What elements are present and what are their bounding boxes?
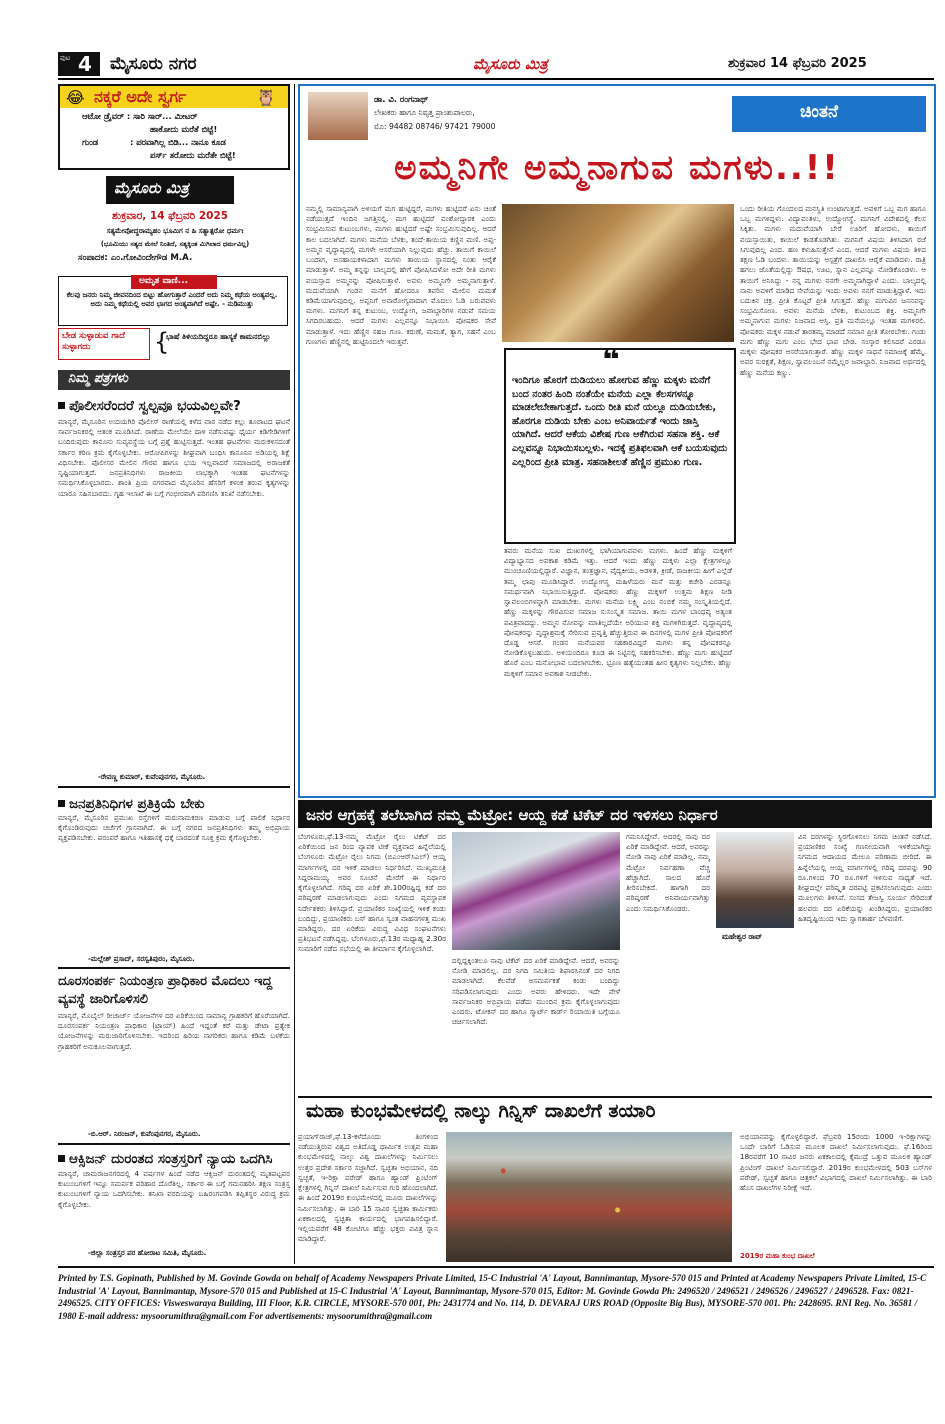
letter-1-title: ಪೊಲೀಸರೆಂದರೆ ಸ್ವಲ್ಪವೂ ಭಯವಿಲ್ಲವೇ?	[58, 395, 290, 415]
page-label: ಪುಟ	[60, 54, 71, 62]
joke-line-2: ಹಾಕೋದು ಮರೆತೆ ಬಿಟ್ಟೆ!	[150, 124, 218, 134]
kumbh-photo-caption: 2019ರ ಮಹಾ ಕುಂಭ ದಾಖಲೆ	[740, 1252, 815, 1260]
divider	[58, 1143, 290, 1145]
amrutha-vani-title: ಅಮೃತ ವಾಣಿ...	[139, 276, 189, 286]
metro-body-mid-2: ಗಮನಿಸಿದ್ದೇವೆ. ಅದರಲ್ಲಿ ನಾವು ದರ ಏರಿಕೆ ಮಾಡಿದ್ದೇವೆ. ಆದರೆ, ಅವರನ್ನು ನೋಡಿ ನಾವು ಏರಿಕೆ ಮಾಡಿಲ್ಲ. ನಮ್ಮ ಮೆಟ್ರೋ ನಿರ್ವಹಣಾ ವೆಚ್ಚ ಹೆಚ್ಚಾಗಿದೆ. ಸಾಲದ ಹೊರೆ ತೀರಿಸಬೇಕಿದೆ. ಹಾಗಾಗಿ ದರ ಪರಿಷ್ಕರಣೆ ಅನಿವಾರ್ಯವಾಗಿತ್ತು ಎಂದು ಸಮರ್ಥಿಸಿಕೊಂಡರು.	[626, 832, 710, 913]
divider	[58, 786, 290, 788]
masthead-editor: ಸಂಪಾದಕ: ಎಂ.ಗೋವಿಂದೇಗೌಡ M.A.	[78, 253, 193, 263]
page-header	[58, 52, 934, 80]
metro-article	[298, 832, 932, 1094]
footer-rule	[58, 1266, 934, 1268]
cartoon-icon: 🦉	[256, 88, 276, 107]
masthead-box-date: ಶುಕ್ರವಾರ, 14 ಫೆಬ್ರವರಿ 2025	[112, 210, 229, 222]
column-rule	[294, 84, 295, 1264]
mother-daughter-illustration	[502, 204, 734, 342]
laughing-face-icon: 😂	[66, 88, 85, 107]
letter-2-body: ಮಾನ್ಯರೆ, ಮೈಸೂರಿನ ಪ್ರಮುಖ ರಸ್ತೆಗಳಿಗೆ ಮರುನಾಮಕರಣ ಮಾಡುವ ಬಗ್ಗೆ ಪಾಲಿಕೆ ನಿರ್ಧಾರ ಕೈಗೊಂಡಿರುವುದು ಚರ್ಚೆಗೆ ಗ್ರಾಸವಾಗಿದೆ. ಈ ಬಗ್ಗೆ ನಗರದ ಜನಪ್ರತಿನಿಧಿಗಳು ತಮ್ಮ ಅಭಿಪ್ರಾಯ ವ್ಯಕ್ತಪಡಿಸಬೇಕು. ಪರಂಪರೆ ಹಾಗೂ ಇತಿಹಾಸಕ್ಕೆ ಧಕ್ಕೆ ಬಾರದಂತೆ ಸೂಕ್ತ ಕ್ರಮ ಕೈಗೊಳ್ಳಬೇಕು.	[58, 813, 290, 843]
chintane-article	[298, 84, 936, 798]
ad-strip-left: ಬೇಡ ಸುಳ್ಳಾಡುವ ಗಾದೆ ಸುಳ್ಳಾಗದು	[62, 331, 125, 353]
bullet-square-icon	[58, 402, 65, 409]
letter-4-body: ಮಾನ್ಯರೆ, ಚಾಮರಾಜನಗರದಲ್ಲಿ 4 ವರ್ಷಗಳ ಹಿಂದೆ ನಡೆದ ಆಕ್ಸಿಜನ್ ದುರಂತದಲ್ಲಿ ಮೃತಪಟ್ಟವರ ಕುಟುಂಬಗಳಿಗೆ ಇನ್ನೂ ಸಮರ್ಪಕ ಪರಿಹಾರ ದೊರೆತಿಲ್ಲ. ಸರ್ಕಾರ ಈ ಬಗ್ಗೆ ಗಮನಹರಿಸಿ ತಕ್ಷಣ ಸಂತ್ರಸ್ತ ಕುಟುಂಬಗಳಿಗೆ ನ್ಯಾಯ ಒದಗಿಸಬೇಕು. ತನಿಖಾ ವರದಿಯನ್ನು ಬಹಿರಂಗಪಡಿಸಿ ತಪ್ಪಿತಸ್ಥರ ವಿರುದ್ಧ ಕ್ರಮ ಕೈಗೊಳ್ಳಬೇಕು.	[58, 1169, 290, 1209]
amrutha-vani-text: ಕೆಲವು ಜನರು ನಿಮ್ಮ ಜೀವನದಿಂದ ಬಿಟ್ಟು ಹೋಗುತ್ತಾರೆ ಎಂದರೆ ಅದು ನಿಮ್ಮ ಕಥೆಯ ಅಂತ್ಯವಲ್ಲ. ಅದು ನಿಮ್ಮ ಕಥೆಯಲ್ಲಿ ಅವರ ಭಾಗದ ಅಂತ್ಯವಾಗಿದೆ ಅಷ್ಟೇ. - ನುಡಿಮುತ್ತು	[66, 291, 278, 309]
joke-line-1: ಆಟೋ ಡ್ರೈವರ್ : ಸಾರಿ ಸಾರ್... ಮೀಟರ್	[82, 111, 198, 121]
page-number: 4	[78, 52, 92, 76]
pull-quote: ಇಂದಿಗೂ ಹೊರಗೆ ದುಡಿಯಲು ಹೋಗುವ ಹೆಣ್ಣು ಮಕ್ಕಳು ಮನೆಗೆ ಬಂದ ನಂತರ ಹಿಂದಿ ನಂತೆಯೇ ಮನೆಯ ಎಲ್ಲಾ ಕೆಲಸಗಳನ್ನೂ ಮಾಡಲೇಬೇಕಾಗುತ್ತದೆ. ಒಂದು ರೀತಿ ಮನೆ ಯಲ್ಲೂ ದುಡಿಯಬೇಕು, ಹೊರಗೂ ದುಡಿಯ ಬೇಕು ಎಂಬ ಅನಿವಾರ್ಯತೆ ಇಂದು ಜಾಸ್ತಿ ಯಾಗಿದೆ. ಆದರೆ ಆಕೆಯ ವಿಶೇಷ ಗುಣ ಆಕೆಗಿರುವ ಸಹನಾ ಶಕ್ತಿ. ಆಕೆ ಎಲ್ಲವನ್ನೂ ನಿಭಾಯಿಸಬಲ್ಲಳು. ಇದಕ್ಕೆ ಪ್ರತಿಫಲವಾಗಿ ಆಕೆ ಬಯಸುವುದು ಎಲ್ಲರಿಂದ ಪ್ರೀತಿ ಮಾತ್ರ. ಸಹನಾಶೀಲತೆ ಹೆಣ್ಣಿನ ಪ್ರಮುಖ ಗುಣ.	[512, 375, 728, 468]
chintane-title: ಅಮ್ಮನಿಗೇ ಅಮ್ಮನಾಗುವ ಮಗಳು..!!	[394, 148, 840, 188]
chintane-body-right: ಒಂದು ರೀತಿಯ ಗೊಂದಲದ ಮನಸ್ಥಿತಿ ಉಂಟಾಗುತ್ತದೆ. ಅವಳಿಗೆ ಒಬ್ಬ ಮಗ ಹಾಗೂ ಒಬ್ಬ ಮಗಳಿದ್ದಳು. ವಿದ್ಯಾವಂತಳು, ಉದ್ಯೋಗಸ್ಥೆ. ಮಗನಿಗೆ ವಿದೇಶದಲ್ಲಿ ಕೆಲಸ ಸಿಕ್ಕಿತು. ಮಗಳು ಮದುವೆಯಾಗಿ ಬೇರೆ ಊರಿಗೆ ಹೋದಳು. ತಾಯಿಗೆ ವಯಸ್ಸಾಯಿತು, ಕಾಯಿಲೆ ಕಾಡತೊಡಗಿತು. ಮಗನಿಗೆ ವಿಷಯ ತಿಳಿಸಿದಾಗ ರಜೆ ಸಿಗುವುದಿಲ್ಲ ಎಂದ. ಹಣ ಕಳುಹಿಸುತ್ತೇನೆ ಎಂದ. ಆದರೆ ಮಗಳು ವಿಷಯ ತಿಳಿದ ತಕ್ಷಣ ಓಡಿ ಬಂದಳು. ತಾಯಿಯನ್ನು ಆಸ್ಪತ್ರೆಗೆ ದಾಖಲಿಸಿ ಆರೈಕೆ ಮಾಡಿದಳು. ರಾತ್ರಿ ಹಗಲು ಜೊತೆಯಲ್ಲಿದ್ದು ಔಷಧ, ಊಟ, ಸ್ನಾನ ಎಲ್ಲವನ್ನೂ ನೋಡಿಕೊಂಡಳು. ಆ ತಾಯಿಗೆ ಅನಿಸಿದ್ದು - ನನ್ನ ಮಗಳು ನನಗೇ ಅಮ್ಮನಾಗಿದ್ದಾಳೆ ಎಂದು. ಬಾಲ್ಯದಲ್ಲಿ ನಾನು ಅವಳಿಗೆ ಮಾಡಿದ ಸೇವೆಯನ್ನು ಇಂದು ಅವಳು ನನಗೆ ಮಾಡುತ್ತಿದ್ದಾಳೆ. ಇದು ಬದುಕಿನ ಚಕ್ರ. ಪ್ರೀತಿ ಕೊಟ್ಟರೆ ಪ್ರೀತಿ ಸಿಗುತ್ತದೆ. ಹೆಣ್ಣು ಮಗುವಿನ ಜನನವನ್ನು ಸಂಭ್ರಮಿಸೋಣ. ಅವಳು ಮನೆಯ ಬೆಳಕು, ಕುಟುಂಬದ ಶಕ್ತಿ. ಅಮ್ಮನಿಗೇ ಅಮ್ಮನಾಗುವ ಮಗಳು ನಿಜವಾದ ಆಸ್ತಿ. ಪ್ರತಿ ಮನೆಯಲ್ಲೂ ಇಂತಹ ಮಗಳಿರಲಿ. ಪೋಷಕರು ಮಕ್ಕಳ ನಡುವೆ ತಾರತಮ್ಯ ಮಾಡದೆ ಸಮಾನ ಪ್ರೀತಿ ತೋರಬೇಕು. ಗಂಡು ಮಗು ಹೆಣ್ಣು ಮಗು ಎಂಬ ಭೇದ ಭಾವ ಬೇಡ. ಸಂಸ್ಕಾರ ಕಲಿಸಿದರೆ ಎರಡೂ ಮಕ್ಕಳು ಪೋಷಕರ ಆಸರೆಯಾಗುತ್ತಾರೆ. ಹೆಣ್ಣು ಮಕ್ಕಳ ಸಾಧನೆ ಸಮಾಜಕ್ಕೆ ಹೆಮ್ಮೆ. ಅವರ ಸುರಕ್ಷತೆ, ಶಿಕ್ಷಣ, ಸ್ವಾವಲಂಬನೆ ನಮ್ಮೆಲ್ಲರ ಜವಾಬ್ದಾರಿ. ನಿಜವಾದ ಅರ್ಥದಲ್ಲಿ ಹೆಣ್ಣು ಮನೆಯ ಕಣ್ಣು.	[740, 204, 926, 377]
metro-title: ಜನರ ಆಗ್ರಹಕ್ಕೆ ತಲೆಬಾಗಿದ ನಮ್ಮ ಮೆಟ್ರೋ: ಆಯ್ದ ಕಡೆ ಟಿಕೆಟ್ ದರ ಇಳಿಸಲು ನಿರ್ಧಾರ	[306, 806, 718, 824]
kumbh-body-right: ಅಭಿಯಾನವನ್ನು ಕೈಗೊಳ್ಳಲಿದ್ದಾರೆ. ಫೆಬ್ರವರಿ 15ರಂದು 1000 ಇ-ರಿಕ್ಷಾಗಳನ್ನು ಒಂದೇ ಬಾರಿಗೆ ಓಡಿಸುವ ಮೂಲಕ ದಾಖಲೆ ನಿರ್ಮಿಸಲಾಗುವುದು. ಫೆ.16ರಿಂದ 18ರವರೆಗೆ 10 ಸಾವಿರ ಜನರು ಏಕಕಾಲದಲ್ಲಿ ಕೈಮುದ್ರೆ ಒತ್ತುವ ಮೂಲಕ ಹ್ಯಾಂಡ್ ಪ್ರಿಂಟಿಂಗ್ ದಾಖಲೆ ನಿರ್ಮಿಸಲಿದ್ದಾರೆ. 2019ರ ಕುಂಭಮೇಳದಲ್ಲಿ 503 ಬಸ್‌ಗಳ ಪರೇಡ್, ಸ್ವಚ್ಛತೆ ಹಾಗೂ ಚಿತ್ರಕಲೆ ವಿಭಾಗದಲ್ಲಿ ದಾಖಲೆ ನಿರ್ಮಿಸಲಾಗಿತ್ತು. ಈ ಬಾರಿ ಹೊಸ ದಾಖಲೆಗಳ ನಿರೀಕ್ಷೆ ಇದೆ.	[740, 1132, 932, 1193]
bullet-square-icon	[58, 1155, 65, 1162]
joke-line-3b: : ಪರವಾಗಿಲ್ಲ ಬಿಡಿ... ನಾನೂ ಕೂಡ	[130, 137, 226, 147]
footer-imprint: Printed by T.S. Gopinath, Published by M. Govinde Gowda on behalf of Academy Newspapers Private Limited, 15-C Industrial 'A' Layout, Bannimantap, Mysore-570 015 and Printed at Academy Newspapers Private Limited, 15-C Industrial 'A' Layout, Bannimantap, Mysore-570 015 and Published at 15-C Industrial 'A' Layout, Bannimantap, Mysore-570 015, Editor: M. Govinde Gowda Ph: 2496520 / 2496521 / 2496526 / 2496527 / 2496528. Fax: 0821-2496525. CITY OFFICES: Visweswaraya Building, III Floor, K.R. CIRCLE, MYSORE-570 001, Ph: 2431774 and No. 114, D. DEVARAJ URS ROAD (Opposite Big Bus), MYSORE-570 001. Ph: 2428695. RNI Reg. No. 36581 / 1980 E-mail address: mysoorumithra@gmail.com For advertisements: mysoorumithra@gmail.com	[58, 1273, 927, 1322]
divider	[298, 1096, 932, 1098]
metro-body-left: ಬೆಂಗಳೂರು,ಫೆ.13-ನಮ್ಮ ಮೆಟ್ರೋ ರೈಲು ಟಿಕೆಟ್ ದರ ಏರಿಕೆಯಿಂದ ಜನ ರಿಂದ ವ್ಯಾಪಕ ಟೀಕೆ ವ್ಯಕ್ತವಾದ ಹಿನ್ನೆಲೆಯಲ್ಲಿ ಬೆಂಗಳೂರು ಮೆಟ್ರೋ ರೈಲು ನಿಗಮ (ಬಿಎಂಆರ್‌ಸಿಎಲ್) ಆಯ್ದ ಮಾರ್ಗಗಳಲ್ಲಿ ದರ ಇಳಿಕೆ ಮಾಡಲು ನಿರ್ಧರಿಸಿದೆ. ಮುಖ್ಯಮಂತ್ರಿ ಸಿದ್ದರಾಮಯ್ಯ ಅವರ ಸೂಚನೆ ಮೇರೆಗೆ ಈ ನಿರ್ಧಾರ ಕೈಗೊಳ್ಳಲಾಗಿದೆ. ಗರಿಷ್ಠ ದರ ಏರಿಕೆ ಶೇ.100ರಷ್ಟಿದ್ದ ಕಡೆ ದರ ಪರಿಷ್ಕರಣೆ ಮಾಡಲಾಗುವುದು ಎಂದು ನಿಗಮದ ವ್ಯವಸ್ಥಾಪಕ ನಿರ್ದೇಶಕರು ತಿಳಿಸಿದ್ದಾರೆ. ಪ್ರಯಾಣಿಕರ ಸಂಖ್ಯೆಯಲ್ಲಿ ಇಳಿಕೆ ಕಂಡು ಬಂದಿದ್ದು, ಪ್ರಯಾಣಿಕರು ಬಸ್ ಹಾಗೂ ಸ್ವಂತ ವಾಹನಗಳತ್ತ ಮುಖ ಮಾಡಿದ್ದರು. ದರ ಏರಿಕೆಯ ವಿರುದ್ಧ ವಿವಿಧ ಸಂಘಟನೆಗಳು ಪ್ರತಿಭಟನೆ ನಡೆಸಿದ್ದವು. ಬೆಂಗಳೂರು,ಫೆ.13ರ ಮಧ್ಯಾಹ್ನ 2.30ರ ಸುಮಾರಿಗೆ ನಡೆದ ಸಭೆಯಲ್ಲಿ ಈ ತೀರ್ಮಾನ ಕೈಗೊಳ್ಳಲಾಗಿದೆ.	[298, 832, 446, 954]
chintane-body-mid: ತವರು ಮನೆಯ ಸುಖ ದುಃಖಗಳಲ್ಲಿ ಭಾಗಿಯಾಗುವವಳು ಮಗಳು. ಹಿಂದೆ ಹೆಣ್ಣು ಮಕ್ಕಳಿಗೆ ವಿದ್ಯಾಭ್ಯಾಸದ ಅವಕಾಶ ಕಡಿಮೆ ಇತ್ತು. ಆದರೆ ಇಂದು ಹೆಣ್ಣು ಮಕ್ಕಳು ಎಲ್ಲಾ ಕ್ಷೇತ್ರಗಳಲ್ಲೂ ಮುಂಚೂಣಿಯಲ್ಲಿದ್ದಾರೆ. ವಿಜ್ಞಾನ, ತಂತ್ರಜ್ಞಾನ, ವೈದ್ಯಕೀಯ, ಆಡಳಿತ, ಕ್ರೀಡೆ, ರಾಜಕೀಯ ಹೀಗೆ ಎಲ್ಲೆಡೆ ತಮ್ಮ ಛಾಪು ಮೂಡಿಸಿದ್ದಾರೆ. ಉದ್ಯೋಗಸ್ಥ ಮಹಿಳೆಯರು ಮನೆ ಮತ್ತು ಕಚೇರಿ ಎರಡನ್ನೂ ಸಮರ್ಥವಾಗಿ ನಿಭಾಯಿಸುತ್ತಿದ್ದಾರೆ. ಪೋಷಕರು ಹೆಣ್ಣು ಮಕ್ಕಳಿಗೆ ಉತ್ತಮ ಶಿಕ್ಷಣ ನೀಡಿ ಸ್ವಾವಲಂಬಿಗಳನ್ನಾಗಿ ಮಾಡಬೇಕು. ಮಗಳು ಮನೆಯ ಲಕ್ಷ್ಮಿ ಎಂಬ ನಂಬಿಕೆ ನಮ್ಮ ಸಂಸ್ಕೃತಿಯಲ್ಲಿದೆ. ಹೆಣ್ಣು ಮಕ್ಕಳನ್ನು ಗೌರವಿಸುವ ಸಮಾಜ ಸುಸಂಸ್ಕೃತ ಸಮಾಜ. ತಾಯಿ ಮಗಳ ಬಾಂಧವ್ಯ ಅತ್ಯಂತ ಪವಿತ್ರವಾದದ್ದು. ಅಮ್ಮನ ನೋವನ್ನು ಮಾತಿಲ್ಲದೆಯೇ ಅರಿಯುವ ಶಕ್ತಿ ಮಗಳಿಗಿರುತ್ತದೆ. ವೃದ್ಧಾಪ್ಯದಲ್ಲಿ ಪೋಷಕರನ್ನು ವೃದ್ಧಾಶ್ರಮಕ್ಕೆ ಸೇರಿಸುವ ಪ್ರವೃತ್ತಿ ಹೆಚ್ಚುತ್ತಿರುವ ಈ ದಿನಗಳಲ್ಲಿ ಮಗಳ ಪ್ರೀತಿ ಪೋಷಕರಿಗೆ ದೊಡ್ಡ ಆಸರೆ. ಗಂಡನ ಮನೆಯವರ ಸಹಕಾರವಿದ್ದರೆ ಮಗಳು ತನ್ನ ಪೋಷಕರನ್ನೂ ನೋಡಿಕೊಳ್ಳಬಹುದು. ಅಳಿಯಂದಿರೂ ಕೂಡ ಈ ನಿಟ್ಟಿನಲ್ಲಿ ಸಹಕರಿಸಬೇಕು. ಹೆಣ್ಣು ಮಗು ಹುಟ್ಟಿದರೆ ಹೊರೆ ಎಂಬ ಮನೋಭಾವ ಬದಲಾಗಬೇಕು. ಭ್ರೂಣ ಹತ್ಯೆಯಂತಹ ಹೀನ ಕೃತ್ಯಗಳು ನಿಲ್ಲಬೇಕು. ಹೆಣ್ಣು ಮಕ್ಕಳಿಗೆ ಸಮಾನ ಅವಕಾಶ ನೀಡಬೇಕು.	[504, 546, 732, 678]
masthead-motto-2: (ಭೂಮಿಯು ಸತ್ಯದ ಮೇಲೆ ನಿಂತಿದೆ, ಸತ್ಯಕ್ಕಿಂತ ಮಿಗಿಲಾದ ಧರ್ಮವಿಲ್ಲ)	[100, 240, 250, 248]
kumbh-body-left: ಪ್ರಯಾಗ್‌ರಾಜ್,ಫೆ.13-ಕಳೆದೊಂದು ತಿಂಗಳಿಂದ ನಡೆಯುತ್ತಿರುವ ವಿಶ್ವದ ಅತಿದೊಡ್ಡ ಧಾರ್ಮಿಕ ಉತ್ಸವ ಮಹಾ ಕುಂಭಮೇಳದಲ್ಲಿ ನಾಲ್ಕು ವಿಶ್ವ ದಾಖಲೆಗಳನ್ನು ನಿರ್ಮಿಸಲು ಉತ್ತರ ಪ್ರದೇಶ ಸರ್ಕಾರ ಸಜ್ಜಾಗಿದೆ. ಸ್ವಚ್ಛತಾ ಅಭಿಯಾನ, ನದಿ ಸ್ವಚ್ಛತೆ, ಇ-ರಿಕ್ಷಾ ಪರೇಡ್ ಹಾಗೂ ಹ್ಯಾಂಡ್ ಪ್ರಿಂಟಿಂಗ್ ಕ್ಷೇತ್ರಗಳಲ್ಲಿ ಗಿನ್ನಿಸ್ ದಾಖಲೆ ನಿರ್ಮಿಸುವ ಗುರಿ ಹೊಂದಲಾಗಿದೆ. ಈ ಹಿಂದೆ 2019ರ ಕುಂಭಮೇಳದಲ್ಲಿ ಮೂರು ದಾಖಲೆಗಳನ್ನು ನಿರ್ಮಿಸಲಾಗಿತ್ತು. ಈ ಬಾರಿ 15 ಸಾವಿರ ಸ್ವಚ್ಛತಾ ಕಾರ್ಮಿಕರು ಏಕಕಾಲದಲ್ಲಿ ಸ್ವಚ್ಛತಾ ಕಾರ್ಯದಲ್ಲಿ ಭಾಗವಹಿಸಲಿದ್ದಾರೆ. ಇಲ್ಲಿಯವರೆಗೆ 48 ಕೋಟಿಗೂ ಹೆಚ್ಚು ಭಕ್ತರು ಪವಿತ್ರ ಸ್ನಾನ ಮಾಡಿದ್ದಾರೆ.	[298, 1132, 438, 1244]
metro-train-photo	[452, 832, 620, 950]
letter-2-title: ಜನಪ್ರತಿನಿಧಿಗಳ ಪ್ರತಿಕ್ರಿಯೆ ಬೇಕು	[58, 793, 290, 813]
masthead-logo: ಮೈಸೂರು ಮಿತ್ರ	[473, 55, 548, 73]
masthead-box-logo: ಮೈಸೂರು ಮಿತ್ರ	[114, 179, 189, 197]
author-desc: ಲೇಖಕರು ಹಾಗೂ ನಿವೃತ್ತ ಪ್ರಾಂಶುಪಾಲರು,	[374, 108, 475, 117]
letter-4-signature: -ಜಿಲ್ಲಾ ಸಂತ್ರಸ್ತರ ಪರ ಹೋರಾಟ ಸಮಿತಿ, ಮೈಸೂರು.	[88, 1249, 207, 1257]
letters-heading: ನಿಮ್ಮ ಪತ್ರಗಳು	[68, 371, 128, 386]
ad-strip-right: ಭಾಷೆ ತಿಳಿಯದಿದ್ದರೂ ಹಾಸ್ಯಕೆ ಕಾಮನಬಿಲ್ಲು	[166, 332, 271, 341]
author-photo	[308, 92, 368, 140]
author-name: ಡಾ. ವಿ. ರಂಗನಾಥ್	[374, 94, 429, 104]
author-phone: ಮೊ: 94482 08746/ 97421 79000	[374, 122, 496, 131]
kumbh-crowd-photo	[446, 1132, 732, 1262]
amrutha-vani-box	[58, 276, 288, 326]
chintane-label: ಚಿಂತನೆ	[800, 102, 839, 122]
joke-title: ನಕ್ಕರೆ ಅದೇ ಸ್ವರ್ಗ	[94, 87, 187, 106]
masthead-motto-1: ಸತ್ಯಮೇವೋದ್ಧರಾಮ್ಯಹಂ ಭೂಮಿಗ ನ ಹಿ ಸತ್ಯಾತ್ಪರೋ ಧರ್ಮಃ	[106, 227, 244, 235]
ad-strip	[58, 328, 286, 360]
letter-3-title: ದೂರಸಂಪರ್ಕ ನಿಯಂತ್ರಣ ಪ್ರಾಧಿಕಾರ ಮೊದಲು ಇದ್ದ ವ್ಯವಸ್ಥೆ ಜಾರಿಗೊಳಿಸಲಿ	[58, 974, 273, 1007]
masthead-box	[58, 170, 290, 270]
letter-1-signature: -ರೇವಣ್ಣ ಕುಮಾರ್, ಕುವೆಂಪುನಗರ, ಮೈಸೂರು.	[98, 773, 206, 781]
letter-3-signature: -ಬಿ.ಆರ್. ನಿರಂಜನ್, ಕುವೆಂಪುನಗರ, ಮೈಸೂರು.	[88, 1130, 201, 1138]
joke-line-3a: ಗುಂಡ	[82, 137, 99, 147]
kumbh-title: ಮಹಾ ಕುಂಭಮೇಳದಲ್ಲಿ ನಾಲ್ಕು ಗಿನ್ನಿಸ್ ದಾಖಲೆಗೆ ತಯಾರಿ	[306, 1100, 656, 1122]
chintane-intro: ನಮ್ಮಲ್ಲಿ ಸಾಮಾನ್ಯವಾಗಿ ಅಳಿಯಗೆ ಮಗ ಹುಟ್ಟಿದ್ದರೆ, ಮಗಳು ಹುಟ್ಟಿದರೆ ಏನು ಚಿಂತೆ ನಡೆಯುತ್ತದೆ ಇಂದಿನ ಜಗತ್ತಿನಲ್ಲಿ. ಮಗ ಹುಟ್ಟಿದರೆ ವಂಶೋದ್ಧಾರಕ ಎಂದು ಸಂಭ್ರಮಿಸುವ ಕುಟುಂಬಗಳು, ಮಗಳು ಹುಟ್ಟಿದರೆ ಅಷ್ಟೇ ಸಂಭ್ರಮಿಸುವುದಿಲ್ಲ. ಆದರೆ ಕಾಲ ಬದಲಾಗಿದೆ. ಮಗಳು ಮನೆಯ ಬೆಳಕು, ತಂದೆ-ತಾಯಿಯ ಕಣ್ಣಿನ ಮಣಿ. ಅಪ್ಪ-ಅಮ್ಮನ ವೃದ್ಧಾಪ್ಯದಲ್ಲಿ ಮಗಳೇ ಆಸರೆಯಾಗಿ ನಿಲ್ಲುವುದು ಹೆಚ್ಚು. ತಾಯಿಗೆ ಕಾಯಿಲೆ ಬಂದಾಗ, ಅಸಹಾಯಕಳಾದಾಗ ಮಗಳು ತಾಯಿಯ ಸ್ಥಾನದಲ್ಲಿ ನಿಂತು ಆರೈಕೆ ಮಾಡುತ್ತಾಳೆ. ಅಮ್ಮ ತನ್ನನ್ನು ಬಾಲ್ಯದಲ್ಲಿ ಹೇಗೆ ಪೋಷಿಸಿದಳೋ ಅದೇ ರೀತಿ ಮಗಳು ವಯಸ್ಸಾದ ಅಮ್ಮನನ್ನು ಪೋಷಿಸುತ್ತಾಳೆ. ಅವಳು ಅಮ್ಮನಿಗೇ ಅಮ್ಮನಾಗುತ್ತಾಳೆ. ಮದುವೆಯಾಗಿ ಗಂಡನ ಮನೆಗೆ ಹೋದರೂ ತವರಿನ ಮೇಲಿನ ಮಮತೆ ಕಡಿಮೆಯಾಗುವುದಿಲ್ಲ. ಅಪ್ಪನಿಗೆ ಅನಾರೋಗ್ಯವಾದಾಗ ಮೊದಲು ಓಡಿ ಬರುವವಳು ಮಗಳು. ಮಗನಿಗೆ ತನ್ನ ಕುಟುಂಬ, ಉದ್ಯೋಗ, ಜವಾಬ್ದಾರಿಗಳ ನಡುವೆ ಸಮಯ ಸಿಗದಿರಬಹುದು. ಆದರೆ ಮಗಳು ಎಲ್ಲವನ್ನೂ ನಿಭಾಯಿಸಿ ಪೋಷಕರ ಸೇವೆ ಮಾಡುತ್ತಾಳೆ. ಇದು ಹೆಣ್ಣಿನ ಸಹಜ ಗುಣ. ಕರುಣೆ, ಮಮತೆ, ತ್ಯಾಗ, ಸಹನೆ ಎಂಬ ಗುಣಗಳು ಹೆಣ್ಣಿನಲ್ಲಿ ಹುಟ್ಟಿನಿಂದಲೇ ಇರುತ್ತವೆ.	[306, 204, 496, 346]
joke-box	[58, 84, 290, 170]
letter-3-body: ಮಾನ್ಯರೆ, ಮೊಬೈಲ್ ರೀಚಾರ್ಜ್ ಯೋಜನೆಗಳ ದರ ಏರಿಕೆಯಿಂದ ಸಾಮಾನ್ಯ ಗ್ರಾಹಕರಿಗೆ ಹೊರೆಯಾಗಿದೆ. ದೂರಸಂಪರ್ಕ ನಿಯಂತ್ರಣ ಪ್ರಾಧಿಕಾರ (ಟ್ರಾಯ್) ಹಿಂದೆ ಇದ್ದಂತೆ ಕರೆ ಮತ್ತು ಡೇಟಾ ಪ್ರತ್ಯೇಕ ಯೋಜನೆಗಳನ್ನು ಮರುಜಾರಿಗೊಳಿಸಬೇಕು. ಇದರಿಂದ ಹಿರಿಯ ನಾಗರಿಕರು ಹಾಗೂ ಕಡಿಮೆ ಬಳಕೆಯ ಗ್ರಾಹಕರಿಗೆ ಅನುಕೂಲವಾಗುತ್ತದೆ.	[58, 1011, 290, 1051]
page-number-badge	[58, 52, 100, 76]
pull-quote-box	[504, 343, 736, 544]
letter-4-title: ಆಕ್ಸಿಜನ್ ದುರಂತದ ಸಂತ್ರಸ್ತರಿಗೆ ನ್ಯಾಯ ಒದಗಿಸಿ	[58, 1148, 290, 1168]
joke-line-4: ಪರ್ಸ್ ತರೋದು ಮರೆತೇ ಬಿಟ್ಟೆ!	[150, 150, 236, 160]
kumbh-article	[298, 1132, 932, 1262]
official-portrait-photo	[716, 832, 794, 928]
letter-2-signature: -ಮಲ್ಲೇಶ್ ಪ್ರಸಾದ್, ಸರಸ್ವತಿಪುರಂ, ಮೈಸೂರು.	[88, 955, 195, 963]
divider	[58, 967, 290, 969]
bullet-square-icon	[58, 800, 65, 807]
letter-1-body: ಮಾನ್ಯರೆ, ಮೈಸೂರಿನ ಉದಯಗಿರಿ ಪೊಲೀಸ್ ಠಾಣೆಯಲ್ಲಿ ಕಳೆದ ವಾರ ನಡೆದ ಕಲ್ಲು ತೂರಾಟದ ಘಟನೆ ಸಾರ್ವಜನಿಕರಲ್ಲಿ ಆತಂಕ ಮೂಡಿಸಿದೆ. ಠಾಣೆಯ ಮೇಲೆಯೇ ದಾಳಿ ನಡೆಸುವಷ್ಟು ಧೈರ್ಯ ಕಿಡಿಗೇಡಿಗಳಿಗೆ ಬಂದಿರುವುದು ಕಾನೂನು ಸುವ್ಯವಸ್ಥೆಯ ಬಗ್ಗೆ ಪ್ರಶ್ನೆ ಹುಟ್ಟಿಸುತ್ತದೆ. ಇಂತಹ ಘಟನೆಗಳು ಮರುಕಳಿಸದಂತೆ ಸರ್ಕಾರ ಕಠಿಣ ಕ್ರಮ ಕೈಗೊಳ್ಳಬೇಕು. ಆರೋಪಿಗಳನ್ನು ಶೀಘ್ರವಾಗಿ ಬಂಧಿಸಿ ಕಾನೂನಿನ ಅಡಿಯಲ್ಲಿ ಶಿಕ್ಷೆ ವಿಧಿಸಬೇಕು. ಪೊಲೀಸರ ಮೇಲಿನ ಗೌರವ ಹಾಗೂ ಭಯ ಇಲ್ಲವಾದರೆ ಸಮಾಜದಲ್ಲಿ ಅರಾಜಕತೆ ಸೃಷ್ಟಿಯಾಗುತ್ತದೆ. ಜನಪ್ರತಿನಿಧಿಗಳು ರಾಜಕೀಯ ಲಾಭಕ್ಕಾಗಿ ಇಂತಹ ಘಟನೆಗಳನ್ನು ಸಮರ್ಥಿಸಿಕೊಳ್ಳಬಾರದು. ಶಾಂತಿ ಪ್ರಿಯ ನಗರವಾದ ಮೈಸೂರಿನ ಹೆಸರಿಗೆ ಕಳಂಕ ತರುವ ಕೃತ್ಯಗಳನ್ನು ಯಾರೂ ಸಹಿಸಬಾರದು. ಗೃಹ ಇಲಾಖೆ ಈ ಬಗ್ಗೆ ಗಂಭೀರವಾಗಿ ಪರಿಗಣಿಸಿ ತನಿಖೆ ನಡೆಸಬೇಕು.	[58, 417, 290, 498]
section-title: ಮೈಸೂರು ನಗರ	[110, 54, 197, 74]
metro-body-right: ವಿನ ದರಗಳನ್ನು ಸ್ಥಿರಗೊಳಿಸಲು ನಿಗಮ ಚಿಂತನೆ ನಡೆಸಿದೆ. ಪ್ರಯಾಣಿಕರ ಸಂಖ್ಯೆ ಗಣನೀಯವಾಗಿ ಇಳಿಕೆಯಾಗಿದ್ದು ನಿಗಮದ ಆದಾಯದ ಮೇಲೂ ಪರಿಣಾಮ ಬೀರಿದೆ. ಈ ಹಿನ್ನೆಲೆಯಲ್ಲಿ ಆಯ್ದ ಮಾರ್ಗಗಳಲ್ಲಿ ಗರಿಷ್ಠ ದರವನ್ನು 90 ರೂ.ಗಳಿಂದ 70 ರೂ.ಗಳಿಗೆ ಇಳಿಸುವ ಸಾಧ್ಯತೆ ಇದೆ. ಶೀಘ್ರದಲ್ಲೇ ಪರಿಷ್ಕೃತ ದರಪಟ್ಟಿ ಪ್ರಕಟಿಸಲಾಗುವುದು ಎಂದು ಮೂಲಗಳು ತಿಳಿಸಿವೆ. ಸಂಸದ ತೇಜಸ್ವಿ ಸೂರ್ಯ ಸೇರಿದಂತೆ ಹಲವರು ದರ ಏರಿಕೆಯನ್ನು ಖಂಡಿಸಿದ್ದರು. ಪ್ರಯಾಣಿಕರ ಹಿತದೃಷ್ಟಿಯಿಂದ ಇದು ಸ್ವಾಗತಾರ್ಹ ಬೆಳವಣಿಗೆ.	[798, 832, 932, 923]
quote-mark-icon: ❝	[602, 343, 620, 378]
metro-photo-caption: ಮಹೇಶ್ವರ ರಾವ್	[722, 932, 763, 941]
metro-body-mid: ದಲ್ಲಿದ್ದಕ್ಕಿಂತಲೂ ನಾವು ಟಿಕೆಟ್ ದರ ಏರಿಕೆ ಮಾಡಿದ್ದೇವೆ. ಆದರೆ, ಅವರನ್ನು ನೋಡಿ ಮಾಡಲಿಲ್ಲ. ದರ ನಿಗದಿ ಸಮಿತಿಯ ಶಿಫಾರಸಿನಂತೆ ದರ ನಿಗದಿ ಮಾಡಲಾಗಿದೆ. ಕೆಲವೆಡೆ ಅಸಮರ್ಪಕತೆ ಕಂಡು ಬಂದಿದ್ದು ಸರಿಪಡಿಸಲಾಗುವುದು ಎಂದು ಅವರು ಹೇಳಿದರು. ಇದೇ ವೇಳೆ ಸಾರ್ವಜನಿಕರ ಅಭಿಪ್ರಾಯ ಪಡೆದು ಮುಂದಿನ ಕ್ರಮ ಕೈಗೊಳ್ಳಲಾಗುವುದು ಎಂದರು. ಟೋಕನ್ ದರ ಹಾಗೂ ಸ್ಮಾರ್ಟ್ ಕಾರ್ಡ್ ರಿಯಾಯಿತಿ ಬಗ್ಗೆಯೂ ಚರ್ಚಿಸಲಾಗಿದೆ.	[452, 956, 620, 1027]
header-date: ಶುಕ್ರವಾರ 14 ಫೆಬ್ರವರಿ 2025	[728, 56, 867, 71]
ad-strip-brace: {	[154, 328, 170, 356]
letters-column	[58, 393, 290, 1263]
